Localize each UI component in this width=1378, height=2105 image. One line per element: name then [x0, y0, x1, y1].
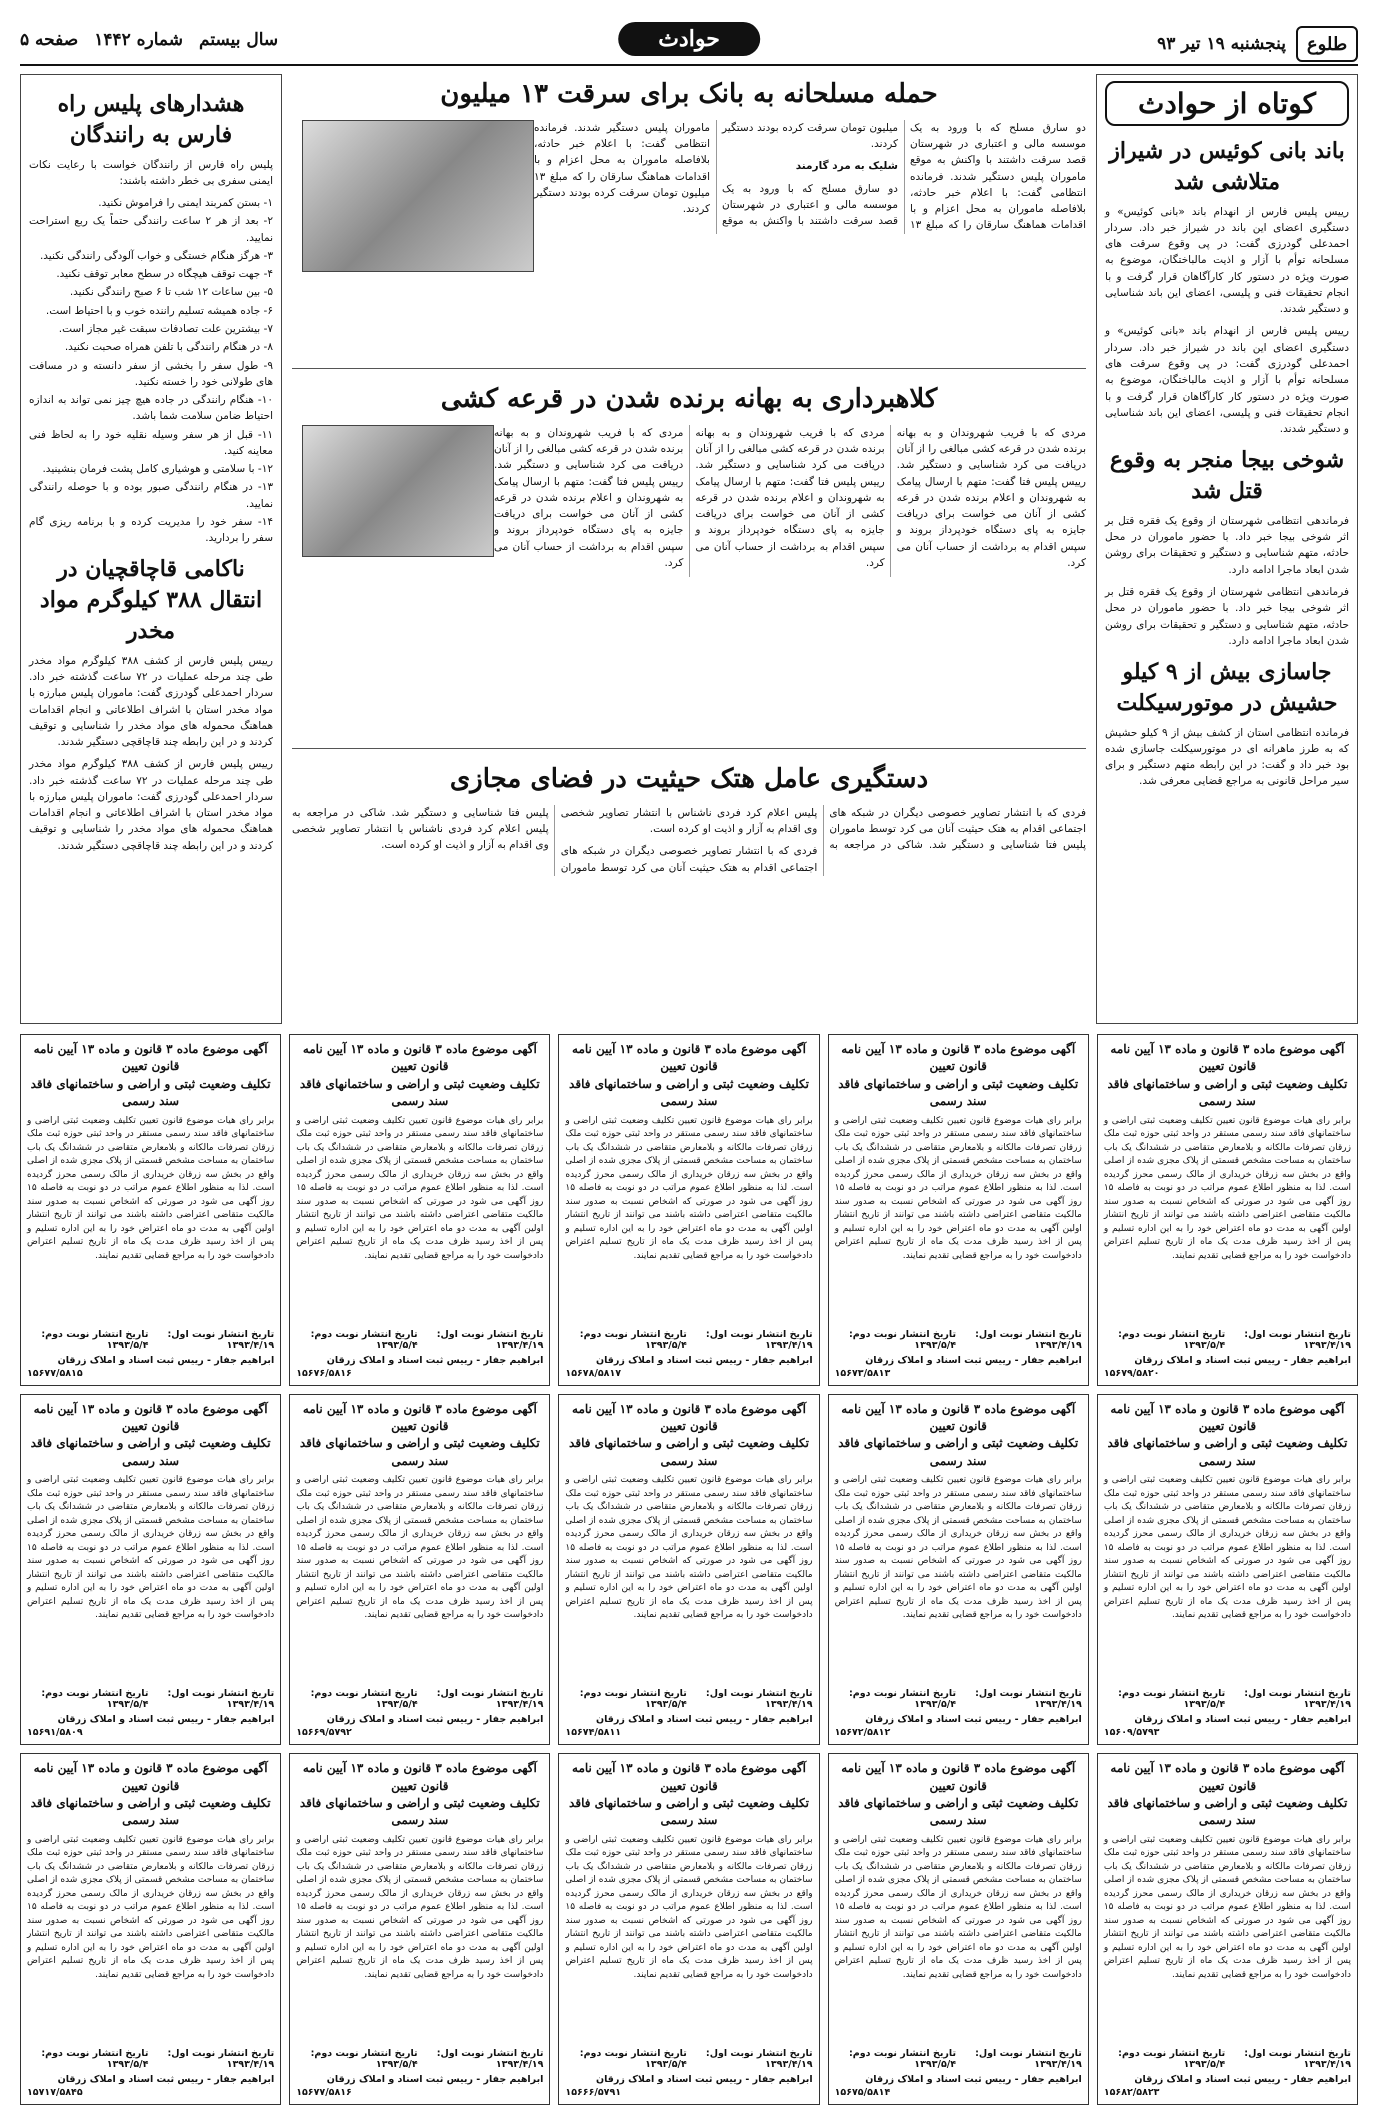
legal-notice-title: آگهی موضوع ماده ۳ قانون و ماده ۱۳ آیین نامه قانون تعیین — [572, 1761, 806, 1793]
legal-notice-code: ۱۵۶۷۷/۵۸۱۵ — [27, 1367, 83, 1379]
legal-notice-body: برابر رای هیات موضوع قانون تعیین تکلیف وضعیت ثبتی اراضی و ساختمانهای فاقد سند رسمی مستقر در واحد ثبتی حوزه ثبت ملک زرقان تصرفات مالکانه و بلامعارض متقاضی در ششدانگ یک باب ساختمان به مساحت مشخص قسمتی از پلاک مجزی شده از اصلی واقع در بخش سه زرقان خریداری از مالک رسمی محرز گردیده است. لذا به منظور اطلاع عموم مراتب در دو نوبت به فاصله ۱۵ روز آگهی می شود در صورتی که اشخاص نسبت به صدور سند مالکیت متقاضی اعتراضی داشته باشند می توانند از تاریخ انتشار اولین آگهی به مدت دو ماه اعتراض خود را به این اداره تسلیم و پس از اخذ رسید ظرف مدت یک ماه از تاریخ تسلیم اعتراض دادخواست خود را به مراجع قضایی تقدیم نمایند. — [1103, 1834, 1351, 1980]
legal-notice-dates — [1104, 1688, 1351, 1710]
legal-notice-code: ۱۵۶۷۵/۵۸۱۴ — [834, 2086, 891, 2098]
legal-notice-code: ۱۵۶۷۹/۵۸۲۰ — [1103, 1367, 1160, 1379]
legal-notice-date-1: تاریخ انتشار نوبت اول: ۱۳۹۳/۴/۱۹ — [436, 2047, 544, 2070]
legal-notice — [828, 1753, 1089, 2105]
page-number: صفحه ۵ — [20, 30, 79, 50]
newspaper-page — [20, 20, 1358, 2098]
legal-notice-date-1: تاریخ انتشار نوبت اول: ۱۳۹۳/۴/۱۹ — [1244, 2047, 1351, 2070]
legal-notice-dates — [27, 1329, 274, 1351]
legal-notice-subtitle: تکلیف وضعیت ثبتی و اراضی و ساختمانهای فاقد سند رسمی — [1107, 1076, 1348, 1109]
legal-notice-subtitle: تکلیف وضعیت ثبتی و اراضی و ساختمانهای فاقد سند رسمی — [299, 1795, 540, 1828]
legal-notice — [558, 1753, 819, 2105]
legal-notice-date-2: تاریخ انتشار نوبت دوم: ۱۳۹۳/۵/۴ — [579, 1328, 687, 1351]
police-warning-item: ۱۲- با سلامتی و هوشیاری کامل پشت فرمان بنشینید. — [42, 463, 273, 476]
police-warning-item: ۶- جاده همیشه تسلیم راننده خوب و با احتیاط است. — [45, 304, 273, 317]
legal-notice — [828, 1034, 1089, 1386]
mobile-phone-photo — [302, 425, 494, 557]
police-warning-item: ۷- بیشترین علت تصادفات سبقت غیر مجاز است. — [58, 322, 273, 335]
legal-notice-body: برابر رای هیات موضوع قانون تعیین تکلیف وضعیت ثبتی اراضی و ساختمانهای فاقد سند رسمی مستقر در واحد ثبتی حوزه ثبت ملک زرقان تصرفات مالکانه و بلامعارض متقاضی در ششدانگ یک باب ساختمان به مساحت مشخص قسمتی از پلاک مجزی شده از اصلی واقع در بخش سه زرقان خریداری از مالک رسمی محرز گردیده است. لذا به منظور اطلاع عموم مراتب در دو نوبت به فاصله ۱۵ روز آگهی می شود در صورتی که اشخاص نسبت به صدور سند مالکیت متقاضی اعتراضی داشته باشند می توانند از تاریخ انتشار اولین آگهی به مدت دو ماه اعتراض خود را به این اداره تسلیم و پس از اخذ رسید ظرف مدت یک ماه از تاریخ تسلیم اعتراض دادخواست خود را به مراجع قضایی تقدیم نمایند. — [834, 1115, 1082, 1261]
issue-number: شماره ۱۴۴۲ — [94, 30, 184, 50]
legal-notice-date-1: تاریخ انتشار نوبت اول: ۱۳۹۳/۴/۱۹ — [1244, 1328, 1351, 1351]
legal-notice-dates — [296, 1329, 543, 1351]
story-lottery-fraud-text-cont2: مردی که با فریب شهروندان و به بهانه برنده شدن در قرعه کشی مبالغی را از آنان دریافت می کرد شناسایی و دستگیر شد. رییس پلیس فتا گفت: متهم با ارسال پیامک به شهروندان و اعلام برنده شدن در قرعه کشی از آنان می خواست برای دریافت جایزه به پای دستگاه خودپرداز بروند و سپس اقدام به برداشت از حساب آنان می کرد. — [494, 426, 684, 569]
legal-notice-subtitle: تکلیف وضعیت ثبتی و اراضی و ساختمانهای فاقد سند رسمی — [299, 1436, 540, 1468]
legal-notice-body: برابر رای هیات موضوع قانون تعیین تکلیف وضعیت ثبتی اراضی و ساختمانهای فاقد سند رسمی مستقر در واحد ثبتی حوزه ثبت ملک زرقان تصرفات مالکانه و بلامعارض متقاضی در ششدانگ یک باب ساختمان به مساحت مشخص قسمتی از پلاک مجزی شده از اصلی واقع در بخش سه زرقان خریداری از مالک رسمی محرز گردیده است. لذا به منظور اطلاع عموم مراتب در دو نوبت به فاصله ۱۵ روز آگهی می شود در صورتی که اشخاص نسبت به صدور سند مالکیت متقاضی اعتراضی داشته باشند می توانند از تاریخ انتشار اولین آگهی به مدت دو ماه اعتراض خود را به این اداره تسلیم و پس از اخذ رسید ظرف مدت یک ماه از تاریخ تسلیم اعتراض دادخواست خود را به مراجع قضایی تقدیم نمایند. — [565, 1115, 813, 1261]
legal-notice — [558, 1034, 819, 1386]
legal-notice-body: برابر رای هیات موضوع قانون تعیین تکلیف وضعیت ثبتی اراضی و ساختمانهای فاقد سند رسمی مستقر در واحد ثبتی حوزه ثبت ملک زرقان تصرفات مالکانه و بلامعارض متقاضی در ششدانگ یک باب ساختمان به مساحت مشخص قسمتی از پلاک مجزی شده از اصلی واقع در بخش سه زرقان خریداری از مالک رسمی محرز گردیده است. لذا به منظور اطلاع عموم مراتب در دو نوبت به فاصله ۱۵ روز آگهی می شود در صورتی که اشخاص نسبت به صدور سند مالکیت متقاضی اعتراضی داشته باشند می توانند از تاریخ انتشار اولین آگهی به مدت دو ماه اعتراض خود را به این اداره تسلیم و پس از اخذ رسید ظرف مدت یک ماه از تاریخ تسلیم اعتراض دادخواست خود را به مراجع قضایی تقدیم نمایند. — [296, 1475, 544, 1621]
masthead-right — [1157, 26, 1358, 62]
police-warnings-intro: پلیس راه فارس از رانندگان خواست با رعایت نکات ایمنی سفری بی خطر داشته باشند: — [29, 158, 273, 187]
legal-notice-code: ۱۵۶۶۹/۵۷۹۲ — [296, 1727, 352, 1739]
legal-notice-date-2: تاریخ انتشار نوبت دوم: ۱۳۹۳/۵/۴ — [41, 1688, 149, 1711]
police-warning-item: ۸- در هنگام رانندگی با تلفن همراه صحبت نکنید. — [64, 341, 273, 354]
legal-notice-dates — [296, 1688, 543, 1710]
legal-notice-signer: ابراهیم جفار - رییس ثبت اسناد و املاک زرقان — [57, 1354, 275, 1366]
legal-notice-dates — [1104, 2048, 1351, 2070]
legal-notice-subtitle: تکلیف وضعیت ثبتی و اراضی و ساختمانهای فاقد سند رسمی — [569, 1795, 809, 1828]
legal-notice-code: ۱۵۶۷۶/۵۸۱۶ — [296, 1367, 352, 1379]
legal-notice-signer: ابراهیم جفار - رییس ثبت اسناد و املاک زرقان — [596, 2073, 813, 2085]
legal-notice — [1097, 1394, 1358, 1746]
drug-seizure-text-cont: رییس پلیس فارس از کشف ۳۸۸ کیلوگرم مواد مخدر طی چند مرحله عملیات در ۷۲ ساعت گذشته خبر داد. سردار احمدعلی گودرزی گفت: ماموران پلیس مبارزه با مواد مخدر استان با اشراف اطلاعاتی و انجام اقدامات هماهنگ محموله های مواد مخدر را شناسایی و توقیف کردند و در این رابطه چند قاچاقچی دستگیر شدند. — [29, 758, 274, 852]
legal-notice-date-2: تاریخ انتشار نوبت دوم: ۱۳۹۳/۵/۴ — [579, 1688, 687, 1711]
legal-notice-dates — [835, 1688, 1082, 1710]
legal-notice-date-2: تاریخ انتشار نوبت دوم: ۱۳۹۳/۵/۴ — [848, 1688, 957, 1711]
story-bank-robbery-title: حمله مسلحانه به بانک برای سرقت ۱۳ میلیون — [440, 79, 938, 109]
legal-notice-date-1: تاریخ انتشار نوبت اول: ۱۳۹۳/۴/۱۹ — [1244, 1688, 1351, 1711]
legal-notice-date-2: تاریخ انتشار نوبت دوم: ۱۳۹۳/۵/۴ — [41, 1328, 149, 1351]
police-warning-item: ۲- بعد از هر ۲ ساعت رانندگی حتماً یک ربع استراحت نمایید. — [29, 215, 273, 244]
legal-notice-date-1: تاریخ انتشار نوبت اول: ۱۳۹۳/۴/۱۹ — [975, 1688, 1082, 1711]
legal-notice-signer: ابراهیم جفار - رییس ثبت اسناد و املاک زرقان — [865, 1714, 1082, 1726]
police-warnings-title: هشدارهای پلیس راه فارس به رانندگان — [57, 91, 245, 148]
crime-scene-photo — [302, 120, 534, 272]
legal-notice-dates — [296, 2048, 543, 2070]
story-bank-robbery-text: دو سارق مسلح که با ورود به یک موسسه مالی و اعتباری در شهرستان قصد سرقت داشتند با واکنش به موقع ماموران پلیس دستگیر شدند. فرمانده انتظامی گفت: با اعلام خبر حادثه، بلافاصله ماموران به محل اعزام و با اقدامات هماهنگ سارقان را که مبلغ ۱۳ میلیون تومان سرقت کرده بودند دستگیر کردند. — [722, 121, 1086, 232]
legal-notice-code: ۱۵۶۰۹/۵۷۹۳ — [1103, 1727, 1160, 1739]
legal-notice-subtitle: تکلیف وضعیت ثبتی و اراضی و ساختمانهای فاقد سند رسمی — [30, 1436, 271, 1468]
legal-notice — [1097, 1034, 1358, 1386]
story-cyber-defamation-body — [292, 805, 1086, 876]
police-warning-item: ۵- بین ساعات ۱۲ شب تا ۶ صبح رانندگی نکنید. — [69, 286, 273, 299]
police-warning-item: ۴- جهت توقف هیچگاه در سطح معابر توقف نکنید. — [56, 268, 273, 281]
short-story-1-title: باند بانی کوئیس در شیراز متلاشی شد — [1109, 138, 1345, 195]
legal-notice-signer: ابراهیم جفار - رییس ثبت اسناد و املاک زرقان — [326, 2073, 544, 2085]
legal-notice-code: ۱۵۷۱۷/۵۸۴۵ — [27, 2086, 83, 2098]
legal-notice-subtitle: تکلیف وضعیت ثبتی و اراضی و ساختمانهای فاقد سند رسمی — [30, 1076, 271, 1109]
section-title: حوادث — [618, 22, 760, 56]
story-bank-robbery-subhead: شلیک به مرد گارمند — [795, 160, 898, 173]
police-warning-item: ۳- هرگز هنگام خستگی و خواب آلودگی رانندگی نکنید. — [39, 249, 273, 262]
legal-notice-code: ۱۵۶۷۸/۵۸۱۷ — [565, 1367, 622, 1379]
legal-notice — [558, 1394, 819, 1746]
legal-notice-body: برابر رای هیات موضوع قانون تعیین تکلیف وضعیت ثبتی اراضی و ساختمانهای فاقد سند رسمی مستقر در واحد ثبتی حوزه ثبت ملک زرقان تصرفات مالکانه و بلامعارض متقاضی در ششدانگ یک باب ساختمان به مساحت مشخص قسمتی از پلاک مجزی شده از اصلی واقع در بخش سه زرقان خریداری از مالک رسمی محرز گردیده است. لذا به منظور اطلاع عموم مراتب در دو نوبت به فاصله ۱۵ روز آگهی می شود در صورتی که اشخاص نسبت به صدور سند مالکیت متقاضی اعتراضی داشته باشند می توانند از تاریخ انتشار اولین آگهی به مدت دو ماه اعتراض خود را به این اداره تسلیم و پس از اخذ رسید ظرف مدت یک ماه از تاریخ تسلیم اعتراض دادخواست خود را به مراجع قضایی تقدیم نمایند. — [565, 1834, 813, 1980]
legal-notice-date-1: تاریخ انتشار نوبت اول: ۱۳۹۳/۴/۱۹ — [705, 1688, 813, 1711]
legal-notice-signer: ابراهیم جفار - رییس ثبت اسناد و املاک زرقان — [596, 1354, 813, 1366]
masthead-left — [20, 30, 278, 50]
legal-notice-signer: ابراهیم جفار - رییس ثبت اسناد و املاک زرقان — [865, 2073, 1082, 2085]
legal-notice-dates — [835, 1329, 1082, 1351]
story-lottery-fraud-title: کلاهبرداری به بهانه برنده شدن در قرعه کشی — [440, 384, 938, 414]
drug-seizure-title: ناکامی قاچاقچیان در انتقال ۳۸۸ کیلوگرم مواد مخدر — [39, 556, 263, 645]
short-story-3-text: فرمانده انتظامی استان از کشف بیش از ۹ کیلو حشیش که به طرز ماهرانه ای در موتورسیکلت جاسازی شده بود خبر داد و گفت: در این رابطه متهم دستگیر و برای سیر مراحل قانونی به مراجع قضایی معرفی شد. — [1105, 726, 1349, 788]
legal-notice-title: آگهی موضوع ماده ۳ قانون و ماده ۱۳ آیین نامه قانون تعیین — [572, 1042, 806, 1074]
legal-notice-code: ۱۵۶۷۳/۵۸۱۳ — [834, 1367, 891, 1379]
legal-notice-dates — [835, 2048, 1082, 2070]
legal-notice-title: آگهی موضوع ماده ۳ قانون و ماده ۱۳ آیین نامه قانون تعیین — [1110, 1761, 1345, 1793]
legal-notice-code: ۱۵۶۸۲/۵۸۲۳ — [1103, 2086, 1160, 2098]
legal-notice-body: برابر رای هیات موضوع قانون تعیین تکلیف وضعیت ثبتی اراضی و ساختمانهای فاقد سند رسمی مستقر در واحد ثبتی حوزه ثبت ملک زرقان تصرفات مالکانه و بلامعارض متقاضی در ششدانگ یک باب ساختمان به مساحت مشخص قسمتی از پلاک مجزی شده از اصلی واقع در بخش سه زرقان خریداری از مالک رسمی محرز گردیده است. لذا به منظور اطلاع عموم مراتب در دو نوبت به فاصله ۱۵ روز آگهی می شود در صورتی که اشخاص نسبت به صدور سند مالکیت متقاضی اعتراضی داشته باشند می توانند از تاریخ انتشار اولین آگهی به مدت دو ماه اعتراض خود را به این اداره تسلیم و پس از اخذ رسید ظرف مدت یک ماه از تاریخ تسلیم اعتراض دادخواست خود را به مراجع قضایی تقدیم نمایند. — [296, 1115, 544, 1261]
legal-notice-date-1: تاریخ انتشار نوبت اول: ۱۳۹۳/۴/۱۹ — [167, 1688, 275, 1711]
legal-notice-date-1: تاریخ انتشار نوبت اول: ۱۳۹۳/۴/۱۹ — [705, 1328, 813, 1351]
legal-notice-date-1: تاریخ انتشار نوبت اول: ۱۳۹۳/۴/۱۹ — [436, 1688, 544, 1711]
legal-notice — [20, 1753, 281, 2105]
legal-notice-body: برابر رای هیات موضوع قانون تعیین تکلیف وضعیت ثبتی اراضی و ساختمانهای فاقد سند رسمی مستقر در واحد ثبتی حوزه ثبت ملک زرقان تصرفات مالکانه و بلامعارض متقاضی در ششدانگ یک باب ساختمان به مساحت مشخص قسمتی از پلاک مجزی شده از اصلی واقع در بخش سه زرقان خریداری از مالک رسمی محرز گردیده است. لذا به منظور اطلاع عموم مراتب در دو نوبت به فاصله ۱۵ روز آگهی می شود در صورتی که اشخاص نسبت به صدور سند مالکیت متقاضی اعتراضی داشته باشند می توانند از تاریخ انتشار اولین آگهی به مدت دو ماه اعتراض خود را به این اداره تسلیم و پس از اخذ رسید ظرف مدت یک ماه از تاریخ تسلیم اعتراض دادخواست خود را به مراجع قضایی تقدیم نمایند. — [1103, 1475, 1351, 1621]
legal-notice — [289, 1753, 550, 2105]
legal-notice-dates — [1104, 1329, 1351, 1351]
legal-notice-title: آگهی موضوع ماده ۳ قانون و ماده ۱۳ آیین نامه قانون تعیین — [572, 1401, 806, 1433]
legal-notice-title: آگهی موضوع ماده ۳ قانون و ماده ۱۳ آیین نامه قانون تعیین — [302, 1401, 537, 1433]
short-news-column — [1096, 74, 1358, 1024]
legal-notice-dates — [565, 1329, 812, 1351]
legal-notice-title: آگهی موضوع ماده ۳ قانون و ماده ۱۳ آیین نامه قانون تعیین — [841, 1761, 1076, 1793]
legal-notice-date-2: تاریخ انتشار نوبت دوم: ۱۳۹۳/۵/۴ — [310, 2047, 418, 2070]
legal-notice-signer: ابراهیم جفار - رییس ثبت اسناد و املاک زرقان — [1134, 1714, 1351, 1726]
legal-notice-code: ۱۵۶۷۷/۵۸۱۶ — [296, 2086, 352, 2098]
story-lottery-fraud — [292, 379, 1086, 749]
legal-notice-date-1: تاریخ انتشار نوبت اول: ۱۳۹۳/۴/۱۹ — [436, 1328, 544, 1351]
legal-notice-dates — [27, 2048, 274, 2070]
legal-notice-title: آگهی موضوع ماده ۳ قانون و ماده ۱۳ آیین نامه قانون تعیین — [841, 1401, 1076, 1433]
story-lottery-fraud-body — [494, 425, 1086, 577]
legal-notice-subtitle: تکلیف وضعیت ثبتی و اراضی و ساختمانهای فاقد سند رسمی — [30, 1795, 271, 1828]
legal-notice-signer: ابراهیم جفار - رییس ثبت اسناد و املاک زرقان — [326, 1714, 544, 1726]
masthead — [20, 20, 1358, 66]
legal-notice-signer: ابراهیم جفار - رییس ثبت اسناد و املاک زرقان — [326, 1354, 544, 1366]
legal-notice-date-2: تاریخ انتشار نوبت دوم: ۱۳۹۳/۵/۴ — [848, 2047, 957, 2070]
legal-notice-subtitle: تکلیف وضعیت ثبتی و اراضی و ساختمانهای فاقد سند رسمی — [1107, 1795, 1348, 1828]
story-bank-robbery — [292, 74, 1086, 369]
legal-notice-subtitle: تکلیف وضعیت ثبتی و اراضی و ساختمانهای فاقد سند رسمی — [569, 1436, 809, 1468]
legal-notice-date-2: تاریخ انتشار نوبت دوم: ۱۳۹۳/۵/۴ — [1118, 2047, 1226, 2070]
legal-notice-title: آگهی موضوع ماده ۳ قانون و ماده ۱۳ آیین نامه قانون تعیین — [1110, 1401, 1345, 1433]
legal-notice-title: آگهی موضوع ماده ۳ قانون و ماده ۱۳ آیین نامه قانون تعیین — [33, 1761, 268, 1793]
legal-notice-body: برابر رای هیات موضوع قانون تعیین تکلیف وضعیت ثبتی اراضی و ساختمانهای فاقد سند رسمی مستقر در واحد ثبتی حوزه ثبت ملک زرقان تصرفات مالکانه و بلامعارض متقاضی در ششدانگ یک باب ساختمان به مساحت مشخص قسمتی از پلاک مجزی شده از اصلی واقع در بخش سه زرقان خریداری از مالک رسمی محرز گردیده است. لذا به منظور اطلاع عموم مراتب در دو نوبت به فاصله ۱۵ روز آگهی می شود در صورتی که اشخاص نسبت به صدور سند مالکیت متقاضی اعتراضی داشته باشند می توانند از تاریخ انتشار اولین آگهی به مدت دو ماه اعتراض خود را به این اداره تسلیم و پس از اخذ رسید ظرف مدت یک ماه از تاریخ تسلیم اعتراض دادخواست خود را به مراجع قضایی تقدیم نمایند. — [565, 1475, 813, 1621]
short-story-2-title: شوخی بیجا منجر به وقوع قتل شد — [1109, 447, 1345, 505]
police-warning-item: ۱۰- هنگام رانندگی در جاده هیچ چیز نمی تواند به اندازه احتیاط ضامن سلامت شما باشد. — [29, 394, 273, 423]
story-lottery-fraud-text-cont: مردی که با فریب شهروندان و به بهانه برنده شدن در قرعه کشی مبالغی را از آنان دریافت می کرد شناسایی و دستگیر شد. رییس پلیس فتا گفت: متهم با ارسال پیامک به شهروندان و اعلام برنده شدن در قرعه کشی از آنان می خواست برای دریافت جایزه به پای دستگاه خودپرداز بروند و سپس اقدام به برداشت از حساب آنان می کرد. — [695, 426, 885, 569]
legal-notice-subtitle: تکلیف وضعیت ثبتی و اراضی و ساختمانهای فاقد سند رسمی — [838, 1436, 1079, 1468]
legal-notice-body: برابر رای هیات موضوع قانون تعیین تکلیف وضعیت ثبتی اراضی و ساختمانهای فاقد سند رسمی مستقر در واحد ثبتی حوزه ثبت ملک زرقان تصرفات مالکانه و بلامعارض متقاضی در ششدانگ یک باب ساختمان به مساحت مشخص قسمتی از پلاک مجزی شده از اصلی واقع در بخش سه زرقان خریداری از مالک رسمی محرز گردیده است. لذا به منظور اطلاع عموم مراتب در دو نوبت به فاصله ۱۵ روز آگهی می شود در صورتی که اشخاص نسبت به صدور سند مالکیت متقاضی اعتراضی داشته باشند می توانند از تاریخ انتشار اولین آگهی به مدت دو ماه اعتراض خود را به این اداره تسلیم و پس از اخذ رسید ظرف مدت یک ماه از تاریخ تسلیم اعتراض دادخواست خود را به مراجع قضایی تقدیم نمایند. — [834, 1475, 1082, 1621]
legal-notice-dates — [27, 1688, 274, 1710]
legal-notice-date-2: تاریخ انتشار نوبت دوم: ۱۳۹۳/۵/۴ — [848, 1328, 957, 1351]
legal-notice — [289, 1394, 550, 1746]
legal-notice-title: آگهی موضوع ماده ۳ قانون و ماده ۱۳ آیین نامه قانون تعیین — [1110, 1042, 1345, 1074]
legal-notice-date-1: تاریخ انتشار نوبت اول: ۱۳۹۳/۴/۱۹ — [167, 1328, 275, 1351]
legal-notice-title: آگهی موضوع ماده ۳ قانون و ماده ۱۳ آیین نامه قانون تعیین — [302, 1042, 537, 1074]
story-bank-robbery-text-cont: دو سارق مسلح که با ورود به یک موسسه مالی و اعتباری در شهرستان قصد سرقت داشتند با واکنش به موقع ماموران پلیس دستگیر شدند. فرمانده انتظامی گفت: با اعلام خبر حادثه، بلافاصله ماموران به محل اعزام و با اقدامات هماهنگ سارقان را که مبلغ ۱۳ میلیون تومان سرقت کرده بودند دستگیر کردند. — [534, 121, 898, 228]
legal-notice-body: برابر رای هیات موضوع قانون تعیین تکلیف وضعیت ثبتی اراضی و ساختمانهای فاقد سند رسمی مستقر در واحد ثبتی حوزه ثبت ملک زرقان تصرفات مالکانه و بلامعارض متقاضی در ششدانگ یک باب ساختمان به مساحت مشخص قسمتی از پلاک مجزی شده از اصلی واقع در بخش سه زرقان خریداری از مالک رسمی محرز گردیده است. لذا به منظور اطلاع عموم مراتب در دو نوبت به فاصله ۱۵ روز آگهی می شود در صورتی که اشخاص نسبت به صدور سند مالکیت متقاضی اعتراضی داشته باشند می توانند از تاریخ انتشار اولین آگهی به مدت دو ماه اعتراض خود را به این اداره تسلیم و پس از اخذ رسید ظرف مدت یک ماه از تاریخ تسلیم اعتراض دادخواست خود را به مراجع قضایی تقدیم نمایند. — [1103, 1115, 1351, 1261]
short-story-2-text-cont: فرماندهی انتظامی شهرستان از وقوع یک فقره قتل بر اثر شوخی بیجا خبر داد. با حضور ماموران در محل حادثه، متهم شناسایی و دستگیر و تحقیقات برای روشن شدن ابعاد ماجرا ادامه دارد. — [1105, 585, 1349, 647]
legal-notice-subtitle: تکلیف وضعیت ثبتی و اراضی و ساختمانهای فاقد سند رسمی — [569, 1076, 809, 1109]
legal-notice-signer: ابراهیم جفار - رییس ثبت اسناد و املاک زرقان — [1134, 2073, 1351, 2085]
police-warning-item: ۹- طول سفر را بخشی از سفر دانسته و در مسافت های طولانی خود را خسته نکنید. — [29, 359, 273, 388]
police-warning-item: ۱۴- سفر خود را مدیریت کرده و با برنامه ریزی گام سفر را بردارید. — [29, 515, 273, 545]
legal-notice-subtitle: تکلیف وضعیت ثبتی و اراضی و ساختمانهای فاقد سند رسمی — [1107, 1436, 1348, 1468]
legal-notice-signer: ابراهیم جفار - رییس ثبت اسناد و املاک زرقان — [865, 1354, 1082, 1366]
legal-notice-body: برابر رای هیات موضوع قانون تعیین تکلیف وضعیت ثبتی اراضی و ساختمانهای فاقد سند رسمی مستقر در واحد ثبتی حوزه ثبت ملک زرقان تصرفات مالکانه و بلامعارض متقاضی در ششدانگ یک باب ساختمان به مساحت مشخص قسمتی از پلاک مجزی شده از اصلی واقع در بخش سه زرقان خریداری از مالک رسمی محرز گردیده است. لذا به منظور اطلاع عموم مراتب در دو نوبت به فاصله ۱۵ روز آگهی می شود در صورتی که اشخاص نسبت به صدور سند مالکیت متقاضی اعتراضی داشته باشند می توانند از تاریخ انتشار اولین آگهی به مدت دو ماه اعتراض خود را به این اداره تسلیم و پس از اخذ رسید ظرف مدت یک ماه از تاریخ تسلیم اعتراض دادخواست خود را به مراجع قضایی تقدیم نمایند. — [296, 1834, 544, 1980]
legal-notice-dates — [565, 2048, 812, 2070]
legal-notice-date-1: تاریخ انتشار نوبت اول: ۱۳۹۳/۴/۱۹ — [705, 2047, 813, 2070]
police-warnings-column — [20, 74, 282, 1024]
legal-notice — [828, 1394, 1089, 1746]
legal-notice-date-2: تاریخ انتشار نوبت دوم: ۱۳۹۳/۵/۴ — [579, 2047, 687, 2070]
story-cyber-defamation — [292, 759, 1086, 1024]
legal-notice-signer: ابراهیم جفار - رییس ثبت اسناد و املاک زرقان — [57, 2073, 275, 2085]
legal-notice-subtitle: تکلیف وضعیت ثبتی و اراضی و ساختمانهای فاقد سند رسمی — [299, 1076, 540, 1109]
story-bank-robbery-body — [534, 120, 1086, 234]
short-story-3-title: جاسازی بیش از ۹ کیلو حشیش در موتورسیکلت — [1116, 659, 1338, 716]
legal-notice-date-1: تاریخ انتشار نوبت اول: ۱۳۹۳/۴/۱۹ — [975, 2047, 1082, 2070]
year-label: سال بیستم — [199, 30, 279, 50]
legal-notice-code: ۱۵۶۷۴/۵۸۱۱ — [565, 1727, 622, 1739]
legal-notice-date-2: تاریخ انتشار نوبت دوم: ۱۳۹۳/۵/۴ — [310, 1328, 418, 1351]
police-warning-item: ۱۳- در هنگام رانندگی صبور بوده و با حوصله رانندگی نمایید. — [29, 481, 273, 510]
legal-notices-grid — [20, 1034, 1358, 2098]
legal-notice-body: برابر رای هیات موضوع قانون تعیین تکلیف وضعیت ثبتی اراضی و ساختمانهای فاقد سند رسمی مستقر در واحد ثبتی حوزه ثبت ملک زرقان تصرفات مالکانه و بلامعارض متقاضی در ششدانگ یک باب ساختمان به مساحت مشخص قسمتی از پلاک مجزی شده از اصلی واقع در بخش سه زرقان خریداری از مالک رسمی محرز گردیده است. لذا به منظور اطلاع عموم مراتب در دو نوبت به فاصله ۱۵ روز آگهی می شود در صورتی که اشخاص نسبت به صدور سند مالکیت متقاضی اعتراضی داشته باشند می توانند از تاریخ انتشار اولین آگهی به مدت دو ماه اعتراض خود را به این اداره تسلیم و پس از اخذ رسید ظرف مدت یک ماه از تاریخ تسلیم اعتراض دادخواست خود را به مراجع قضایی تقدیم نمایند. — [27, 1475, 275, 1621]
main-stories-column — [292, 74, 1086, 1024]
legal-notice-signer: ابراهیم جفار - رییس ثبت اسناد و املاک زرقان — [57, 1714, 275, 1726]
legal-notice-code: ۱۵۶۶۶/۵۷۹۱ — [565, 2086, 622, 2098]
legal-notice-code: ۱۵۶۹۱/۵۸۰۹ — [27, 1727, 83, 1739]
legal-notice — [20, 1394, 281, 1746]
legal-notice-title: آگهی موضوع ماده ۳ قانون و ماده ۱۳ آیین نامه قانون تعیین — [33, 1401, 268, 1433]
legal-notice-signer: ابراهیم جفار - رییس ثبت اسناد و املاک زرقان — [596, 1714, 813, 1726]
story-lottery-fraud-text: مردی که با فریب شهروندان و به بهانه برنده شدن در قرعه کشی مبالغی را از آنان دریافت می کرد شناسایی و دستگیر شد. رییس پلیس فتا گفت: متهم با ارسال پیامک به شهروندان و اعلام برنده شدن در قرعه کشی از آنان می خواست برای دریافت جایزه به پای دستگاه خودپرداز بروند و سپس اقدام به برداشت از حساب آنان می کرد. — [896, 426, 1086, 569]
legal-notice-date-1: تاریخ انتشار نوبت اول: ۱۳۹۳/۴/۱۹ — [975, 1328, 1082, 1351]
legal-notice-body: برابر رای هیات موضوع قانون تعیین تکلیف وضعیت ثبتی اراضی و ساختمانهای فاقد سند رسمی مستقر در واحد ثبتی حوزه ثبت ملک زرقان تصرفات مالکانه و بلامعارض متقاضی در ششدانگ یک باب ساختمان به مساحت مشخص قسمتی از پلاک مجزی شده از اصلی واقع در بخش سه زرقان خریداری از مالک رسمی محرز گردیده است. لذا به منظور اطلاع عموم مراتب در دو نوبت به فاصله ۱۵ روز آگهی می شود در صورتی که اشخاص نسبت به صدور سند مالکیت متقاضی اعتراضی داشته باشند می توانند از تاریخ انتشار اولین آگهی به مدت دو ماه اعتراض خود را به این اداره تسلیم و پس از اخذ رسید ظرف مدت یک ماه از تاریخ تسلیم اعتراض دادخواست خود را به مراجع قضایی تقدیم نمایند. — [834, 1834, 1082, 1980]
legal-notice-body: برابر رای هیات موضوع قانون تعیین تکلیف وضعیت ثبتی اراضی و ساختمانهای فاقد سند رسمی مستقر در واحد ثبتی حوزه ثبت ملک زرقان تصرفات مالکانه و بلامعارض متقاضی در ششدانگ یک باب ساختمان به مساحت مشخص قسمتی از پلاک مجزی شده از اصلی واقع در بخش سه زرقان خریداری از مالک رسمی محرز گردیده است. لذا به منظور اطلاع عموم مراتب در دو نوبت به فاصله ۱۵ روز آگهی می شود در صورتی که اشخاص نسبت به صدور سند مالکیت متقاضی اعتراضی داشته باشند می توانند از تاریخ انتشار اولین آگهی به مدت دو ماه اعتراض خود را به این اداره تسلیم و پس از اخذ رسید ظرف مدت یک ماه از تاریخ تسلیم اعتراض دادخواست خود را به مراجع قضایی تقدیم نمایند. — [27, 1115, 275, 1261]
short-story-1-text: رییس پلیس فارس از انهدام باند «بانی کوئیس» و دستگیری اعضای این باند در شیراز خبر داد. سردار احمدعلی گودرزی گفت: در پی وقوع سرقت های مسلحانه توأم با آزار و اذیت مالباختگان، موضوع به صورت ویژه در دستور کار کارآگاهان قرار گرفت و با انجام تحقیقات فنی و پلیسی، اعضای این باند شناسایی و دستگیر شدند. — [1105, 205, 1349, 316]
legal-notice-signer: ابراهیم جفار - رییس ثبت اسناد و املاک زرقان — [1134, 1354, 1351, 1366]
story-cyber-defamation-text: فردی که با انتشار تصاویر خصوصی دیگران در شبکه های اجتماعی اقدام به هتک حیثیت آنان می کرد توسط ماموران پلیس فتا شناسایی و دستگیر شد. شاکی در مراجعه به پلیس اعلام کرد فردی ناشناس با انتشار تصاویر شخصی وی اقدام به آزار و اذیت او کرده است. — [560, 806, 1086, 852]
legal-notice-title: آگهی موضوع ماده ۳ قانون و ماده ۱۳ آیین نامه قانون تعیین — [841, 1042, 1076, 1074]
legal-notice-subtitle: تکلیف وضعیت ثبتی و اراضی و ساختمانهای فاقد سند رسمی — [838, 1076, 1079, 1109]
police-warning-item: ۱- بستن کمربند ایمنی را فراموش نکنید. — [98, 197, 273, 210]
legal-notice-date-2: تاریخ انتشار نوبت دوم: ۱۳۹۳/۵/۴ — [41, 2047, 149, 2070]
police-warning-item: ۱۱- قبل از هر سفر وسیله نقلیه خود را به لحاظ فنی معاینه کنید. — [29, 428, 273, 457]
legal-notice-code: ۱۵۶۷۲/۵۸۱۲ — [834, 1727, 891, 1739]
legal-notice-title: آگهی موضوع ماده ۳ قانون و ماده ۱۳ آیین نامه قانون تعیین — [302, 1761, 537, 1793]
newspaper-logo: طلوع — [1296, 26, 1358, 62]
story-cyber-defamation-text-cont: فردی که با انتشار تصاویر خصوصی دیگران در شبکه های اجتماعی اقدام به هتک حیثیت آنان می کرد توسط ماموران پلیس فتا شناسایی و دستگیر شد. شاکی در مراجعه به پلیس اعلام کرد فردی ناشناس با انتشار تصاویر شخصی وی اقدام به آزار و اذیت او کرده است. — [292, 806, 818, 874]
legal-notice — [1097, 1753, 1358, 2105]
legal-notice-body: برابر رای هیات موضوع قانون تعیین تکلیف وضعیت ثبتی اراضی و ساختمانهای فاقد سند رسمی مستقر در واحد ثبتی حوزه ثبت ملک زرقان تصرفات مالکانه و بلامعارض متقاضی در ششدانگ یک باب ساختمان به مساحت مشخص قسمتی از پلاک مجزی شده از اصلی واقع در بخش سه زرقان خریداری از مالک رسمی محرز گردیده است. لذا به منظور اطلاع عموم مراتب در دو نوبت به فاصله ۱۵ روز آگهی می شود در صورتی که اشخاص نسبت به صدور سند مالکیت متقاضی اعتراضی داشته باشند می توانند از تاریخ انتشار اولین آگهی به مدت دو ماه اعتراض خود را به این اداره تسلیم و پس از اخذ رسید ظرف مدت یک ماه از تاریخ تسلیم اعتراض دادخواست خود را به مراجع قضایی تقدیم نمایند. — [27, 1834, 275, 1980]
drug-seizure-text: رییس پلیس فارس از کشف ۳۸۸ کیلوگرم مواد مخدر طی چند مرحله عملیات در ۷۲ ساعت گذشته خبر داد. سردار احمدعلی گودرزی گفت: ماموران پلیس مبارزه با مواد مخدر استان با اشراف اطلاعاتی و انجام اقدامات هماهنگ محموله های مواد مخدر را شناسایی و توقیف کردند و در این رابطه چند قاچاقچی دستگیر شدند. — [29, 654, 274, 749]
short-story-1-text-cont: رییس پلیس فارس از انهدام باند «بانی کوئیس» و دستگیری اعضای این باند در شیراز خبر داد. سردار احمدعلی گودرزی گفت: در پی وقوع سرقت های مسلحانه توأم با آزار و اذیت مالباختگان، موضوع به صورت ویژه در دستور کار کارآگاهان قرار گرفت و با انجام تحقیقات فنی و پلیسی، اعضای این باند شناسایی و دستگیر شدند. — [1105, 325, 1349, 436]
legal-notice-date-1: تاریخ انتشار نوبت اول: ۱۳۹۳/۴/۱۹ — [167, 2047, 275, 2070]
legal-notice-dates — [565, 1688, 812, 1710]
legal-notice-date-2: تاریخ انتشار نوبت دوم: ۱۳۹۳/۵/۴ — [310, 1688, 418, 1711]
story-cyber-defamation-title: دستگیری عامل هتک حیثیت در فضای مجازی — [449, 764, 929, 794]
police-warnings-list — [29, 195, 273, 546]
legal-notice-title: آگهی موضوع ماده ۳ قانون و ماده ۱۳ آیین نامه قانون تعیین — [33, 1042, 268, 1074]
short-news-banner: کوتاه از حوادث — [1105, 81, 1349, 126]
legal-notice — [20, 1034, 281, 1386]
legal-notice-subtitle: تکلیف وضعیت ثبتی و اراضی و ساختمانهای فاقد سند رسمی — [838, 1795, 1079, 1828]
legal-notice — [289, 1034, 550, 1386]
legal-notice-date-2: تاریخ انتشار نوبت دوم: ۱۳۹۳/۵/۴ — [1118, 1328, 1226, 1351]
legal-notice-date-2: تاریخ انتشار نوبت دوم: ۱۳۹۳/۵/۴ — [1118, 1688, 1226, 1711]
issue-date: پنجشنبه ۱۹ تیر ۹۳ — [1157, 34, 1286, 54]
short-story-2-text: فرماندهی انتظامی شهرستان از وقوع یک فقره قتل بر اثر شوخی بیجا خبر داد. با حضور ماموران در محل حادثه، متهم شناسایی و دستگیر و تحقیقات برای روشن شدن ابعاد ماجرا ادامه دارد. — [1105, 514, 1349, 576]
